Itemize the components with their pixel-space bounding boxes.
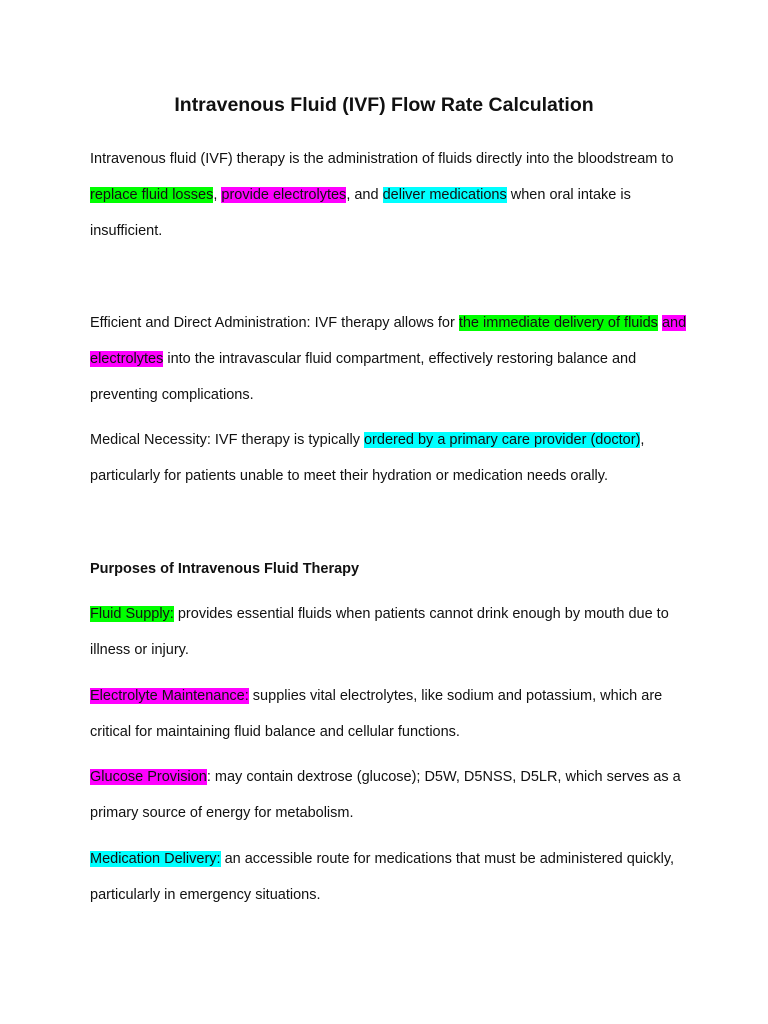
purposes-heading: Purposes of Intravenous Fluid Therapy (90, 561, 360, 577)
intro-tail: when oral intake is insufficient. (90, 187, 631, 239)
intro-paragraph (90, 141, 690, 249)
purpose-label-fluid-supply: Fluid Supply: (90, 606, 174, 622)
intro-sep-1: , (213, 187, 222, 203)
efficient-lead: Efficient and Direct Administration: IVF therapy allows for (90, 315, 459, 331)
document-title: Intravenous Fluid (IVF) Flow Rate Calculation (174, 94, 594, 116)
purpose-text-electrolyte-maintenance: supplies vital electrolytes, like sodium and potassium, which are critical for maintaining fluid balance and cellular functions. (90, 688, 663, 740)
necessity-tail: , particularly for patients unable to meet their hydration or medication needs orally. (90, 432, 645, 484)
intro-sep-2: , and (346, 187, 383, 203)
purpose-electrolyte-maintenance (90, 678, 690, 750)
highlight-and-electrolytes: and electrolytes (90, 315, 687, 367)
highlight-provide-electrolytes: provide electrolytes (221, 187, 347, 203)
highlight-ordered-by-provider: ordered by a primary care provider (doctor) (363, 432, 641, 448)
highlight-immediate-delivery: the immediate delivery of fluids (458, 315, 658, 331)
highlight-deliver-medications: deliver medications (382, 187, 507, 203)
purpose-glucose-provision (90, 759, 690, 831)
highlight-replace-fluid-losses: replace fluid losses (90, 187, 214, 203)
necessity-lead: Medical Necessity: IVF therapy is typically (90, 432, 364, 448)
purpose-label-medication-delivery: Medication Delivery: (90, 851, 221, 867)
purpose-medication-delivery (90, 841, 690, 913)
purpose-label-electrolyte-maintenance: Electrolyte Maintenance: (90, 688, 249, 704)
purpose-text-medication-delivery: an accessible route for medications that must be administered quickly, particularly in emergency situations. (90, 851, 675, 903)
purpose-text-glucose-provision: : may contain dextrose (glucose); D5W, D5NSS, D5LR, which serves as a primary source of energy for metabolism. (90, 769, 681, 821)
efficient-administration-paragraph (90, 305, 690, 413)
purpose-fluid-supply (90, 596, 690, 668)
efficient-tail: into the intravascular fluid compartment, effectively restoring balance and preventing complications. (90, 351, 637, 403)
intro-lead: Intravenous fluid (IVF) therapy is the administration of fluids directly into the bloodstream to (90, 151, 674, 167)
purpose-label-glucose-provision: Glucose Provision (90, 769, 207, 785)
medical-necessity-paragraph (90, 422, 690, 494)
purpose-text-fluid-supply: provides essential fluids when patients cannot drink enough by mouth due to illness or injury. (90, 606, 669, 658)
